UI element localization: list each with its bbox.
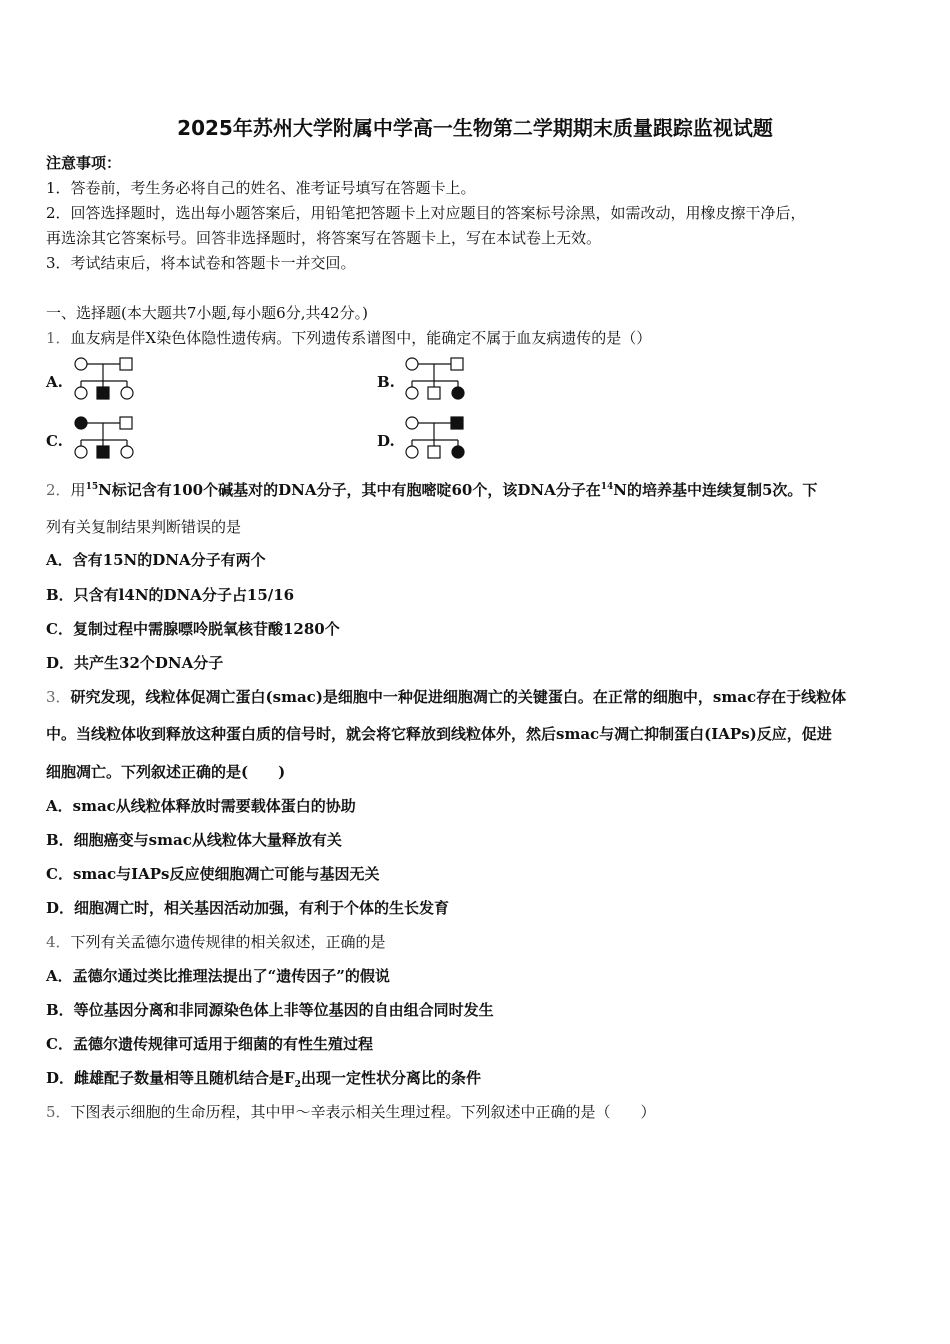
question-4: [46, 931, 386, 952]
option-a: A．smac从线粒体释放时需要载体蛋白的协助: [46, 797, 356, 815]
option-label-b: B.: [377, 373, 395, 391]
notice-item: 1．答卷前，考生务必将自己的姓名、准考证号填写在答题卡上。: [46, 179, 476, 197]
option-c: C．smac与IAPs反应使细胞凋亡可能与基因无关: [46, 865, 380, 883]
option-c: C．复制过程中需腺嘌呤脱氧核苷酸1280个: [46, 620, 340, 638]
question-number: 5．: [46, 1103, 71, 1121]
page-title: 2025年苏州大学附属中学高一生物第二学期期末质量跟踪监视试题: [177, 116, 773, 140]
question-text: 下列有关孟德尔遗传规律的相关叙述，正确的是: [70, 933, 386, 951]
question-number: 3．: [46, 688, 71, 706]
pedigree-d: [403, 414, 469, 462]
option-a: A．含有15N的DNA分子有两个: [46, 551, 266, 569]
option-d: D．共产生32个DNA分子: [46, 654, 224, 672]
question-text: 用: [70, 481, 86, 499]
question-text: N标记含有100个碱基对的DNA分子，其中有胞嘧啶60个，该DNA分子在: [98, 481, 601, 499]
option-label-d: D.: [377, 432, 395, 450]
option-label-a: A.: [46, 373, 63, 391]
superscript: 15: [85, 482, 99, 492]
question-3: [46, 686, 846, 707]
question-text: 血友病是伴X染色体隐性遗传病。下列遗传系谱图中，能确定不属于血友病遗传的是（）: [70, 329, 652, 347]
pedigree-c: [72, 414, 138, 462]
option-text: D．雌雄配子数量相等且随机结合是F: [46, 1069, 295, 1087]
question-number: 2．: [46, 481, 71, 499]
option-b: B．细胞癌变与smac从线粒体大量释放有关: [46, 831, 342, 849]
question-text: 研究发现，线粒体促凋亡蛋白(smac)是细胞中一种促进细胞凋亡的关键蛋白。在正常的细胞中，smac存在于线粒体: [70, 688, 847, 706]
pedigree-b: [403, 355, 469, 403]
question-1: [46, 327, 651, 348]
option-d: [46, 1067, 481, 1090]
option-c: C．孟德尔遗传规律可适用于细菌的有性生殖过程: [46, 1035, 373, 1053]
subscript: 2: [294, 1080, 301, 1090]
question-number: 4．: [46, 933, 71, 951]
question-text: 细胞凋亡。下列叙述正确的是( ): [46, 763, 286, 781]
option-b: B．等位基因分离和非同源染色体上非等位基因的自由组合同时发生: [46, 1001, 494, 1019]
option-a: A．孟德尔通过类比推理法提出了“遗传因子”的假说: [46, 967, 390, 985]
section-heading: 一、选择题(本大题共7小题,每小题6分,共42分。): [46, 304, 368, 322]
notice-item: 3．考试结束后，将本试卷和答题卡一并交回。: [46, 254, 356, 272]
option-label-c: C.: [46, 432, 63, 450]
option-b: B．只含有l4N的DNA分子占15/16: [46, 586, 295, 604]
notice-item: 2．回答选择题时，选出每小题答案后，用铅笔把答题卡上对应题目的答案标号涂黑，如需改动，用橡皮擦干净后，: [46, 204, 806, 222]
question-2: [46, 479, 817, 500]
pedigree-a: [72, 355, 138, 403]
question-5: [46, 1101, 656, 1122]
notice-item: 再选涂其它答案标号。回答非选择题时，将答案写在答题卡上，写在本试卷上无效。: [46, 229, 602, 247]
notice-heading: 注意事项：: [46, 154, 122, 172]
question-number: 1．: [46, 329, 71, 347]
option-d: D．细胞凋亡时，相关基因活动加强，有利于个体的生长发育: [46, 899, 450, 917]
superscript: 14: [600, 482, 614, 492]
question-text: N的培养基中连续复制5次。下: [613, 481, 818, 499]
question-text: 列有关复制结果判断错误的是: [46, 518, 242, 536]
option-text: 出现一定性状分离比的条件: [300, 1069, 481, 1087]
question-text: 中。当线粒体收到释放这种蛋白质的信号时，就会将它释放到线粒体外，然后smac与凋亡抑制蛋白(IAPs)反应，促进: [46, 725, 832, 743]
question-text: 下图表示细胞的生命历程，其中甲～辛表示相关生理过程。下列叙述中正确的是（ ）: [70, 1103, 656, 1121]
